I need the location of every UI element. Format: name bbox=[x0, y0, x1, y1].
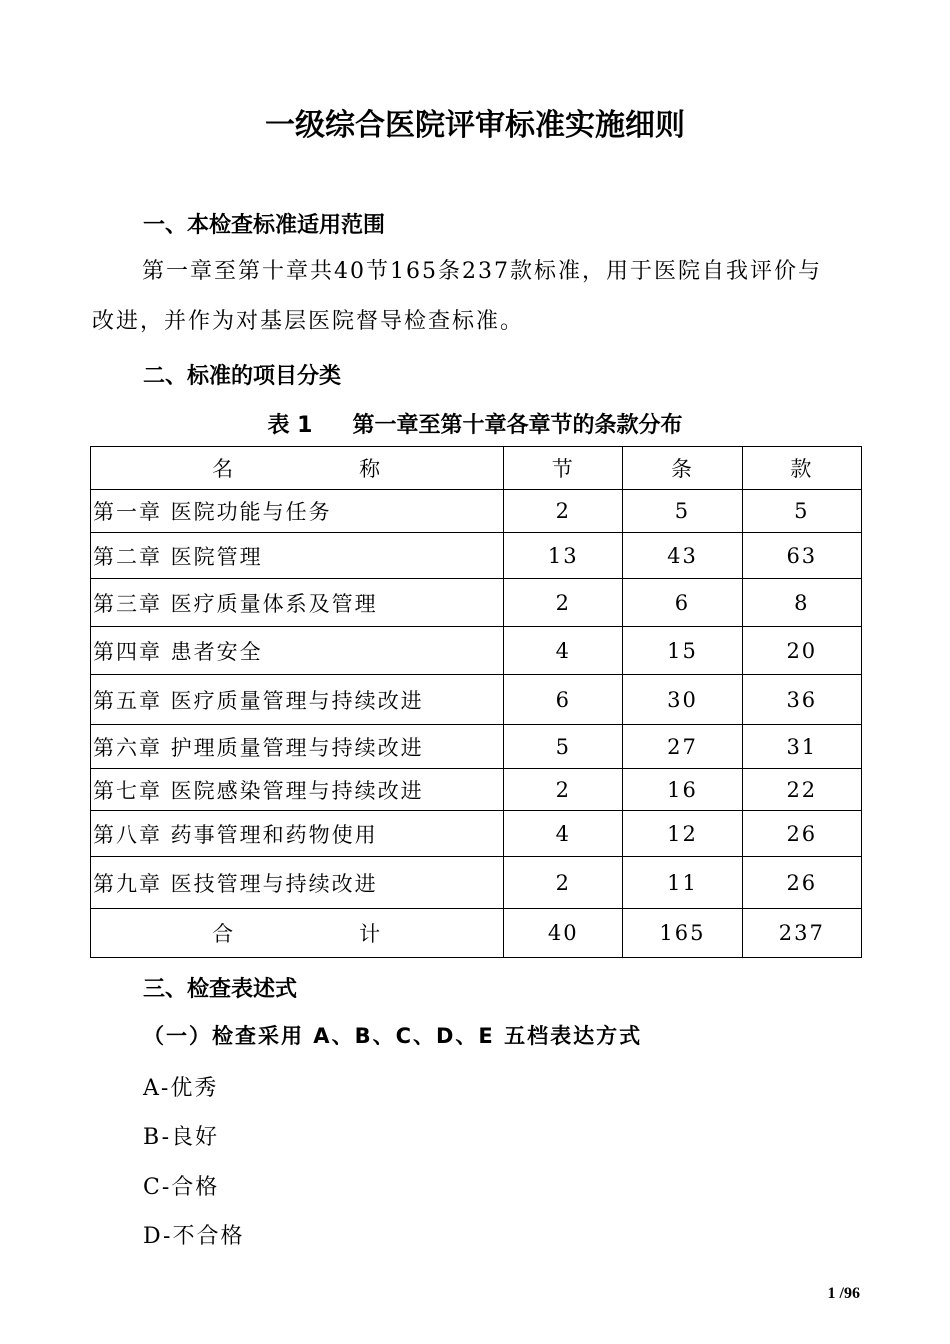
grade-c: C-合格 bbox=[143, 1175, 220, 1200]
section3-heading: 三、检查表述式 bbox=[143, 977, 298, 1002]
row-tiao: 16 bbox=[623, 769, 742, 811]
row-name: 第一章 医院功能与任务 bbox=[91, 490, 504, 533]
section1-paragraph bbox=[92, 247, 862, 347]
row-kuan: 8 bbox=[742, 579, 861, 627]
row-name: 第五章 医疗质量管理与持续改进 bbox=[91, 675, 504, 725]
total-label-a: 合 bbox=[212, 922, 360, 946]
row-jie: 2 bbox=[504, 490, 623, 533]
row-tiao: 12 bbox=[623, 811, 742, 857]
table-row bbox=[91, 490, 862, 533]
row-jie: 2 bbox=[504, 769, 623, 811]
row-kuan: 26 bbox=[742, 811, 861, 857]
table-caption-label: 表 1 bbox=[267, 413, 313, 438]
row-name: 第七章 医院感染管理与持续改进 bbox=[91, 769, 504, 811]
table-row bbox=[91, 857, 862, 909]
page-number: 1 /96 bbox=[827, 1285, 860, 1302]
table-row bbox=[91, 811, 862, 857]
row-jie: 4 bbox=[504, 811, 623, 857]
total-kuan: 237 bbox=[742, 909, 861, 958]
header-name-a: 名 bbox=[212, 457, 360, 481]
total-label-b: 计 bbox=[359, 922, 383, 946]
document-title: 一级综合医院评审标准实施细则 bbox=[265, 108, 685, 143]
row-jie: 13 bbox=[504, 533, 623, 579]
chapter-distribution-table bbox=[90, 446, 862, 958]
row-tiao: 6 bbox=[623, 579, 742, 627]
row-tiao: 30 bbox=[623, 675, 742, 725]
section1-heading: 一、本检查标准适用范围 bbox=[143, 213, 386, 238]
header-tiao: 条 bbox=[623, 447, 742, 490]
section1-line2: 改进，并作为对基层医院督导检查标准。 bbox=[92, 309, 525, 334]
row-tiao: 43 bbox=[623, 533, 742, 579]
table-row bbox=[91, 675, 862, 725]
row-tiao: 27 bbox=[623, 725, 742, 769]
row-jie: 2 bbox=[504, 857, 623, 909]
row-tiao: 11 bbox=[623, 857, 742, 909]
section1-line1: 第一章至第十章共40节165条237款标准，用于医院自我评价与 bbox=[142, 259, 822, 284]
row-kuan: 22 bbox=[742, 769, 861, 811]
row-kuan: 26 bbox=[742, 857, 861, 909]
row-tiao: 5 bbox=[623, 490, 742, 533]
row-jie: 4 bbox=[504, 627, 623, 675]
total-tiao: 165 bbox=[623, 909, 742, 958]
table-row bbox=[91, 769, 862, 811]
grade-a: A-优秀 bbox=[143, 1076, 219, 1101]
row-name: 第四章 患者安全 bbox=[91, 627, 504, 675]
table-total-row bbox=[91, 909, 862, 958]
table-row bbox=[91, 627, 862, 675]
section2-heading: 二、标准的项目分类 bbox=[143, 364, 342, 389]
row-kuan: 36 bbox=[742, 675, 861, 725]
row-jie: 6 bbox=[504, 675, 623, 725]
row-tiao: 15 bbox=[623, 627, 742, 675]
total-jie: 40 bbox=[504, 909, 623, 958]
header-name bbox=[91, 447, 504, 490]
row-kuan: 63 bbox=[742, 533, 861, 579]
row-name: 第八章 药事管理和药物使用 bbox=[91, 811, 504, 857]
table-caption-text: 第一章至第十章各章节的条款分布 bbox=[352, 413, 683, 438]
row-name: 第六章 护理质量管理与持续改进 bbox=[91, 725, 504, 769]
grade-d: D-不合格 bbox=[143, 1224, 245, 1249]
table-row bbox=[91, 725, 862, 769]
row-name: 第二章 医院管理 bbox=[91, 533, 504, 579]
table-header-row bbox=[91, 447, 862, 490]
row-jie: 2 bbox=[504, 579, 623, 627]
header-name-b: 称 bbox=[359, 457, 383, 481]
section3-subheading: （一）检查采用 A、B、C、D、E 五档表达方式 bbox=[143, 1024, 643, 1048]
table-row bbox=[91, 579, 862, 627]
total-label bbox=[91, 909, 504, 958]
row-jie: 5 bbox=[504, 725, 623, 769]
row-name: 第三章 医疗质量体系及管理 bbox=[91, 579, 504, 627]
row-kuan: 5 bbox=[742, 490, 861, 533]
row-kuan: 20 bbox=[742, 627, 861, 675]
header-jie: 节 bbox=[504, 447, 623, 490]
row-name: 第九章 医技管理与持续改进 bbox=[91, 857, 504, 909]
grade-b: B-良好 bbox=[143, 1125, 220, 1150]
table-caption bbox=[0, 408, 950, 439]
row-kuan: 31 bbox=[742, 725, 861, 769]
header-kuan: 款 bbox=[742, 447, 861, 490]
table-row bbox=[91, 533, 862, 579]
